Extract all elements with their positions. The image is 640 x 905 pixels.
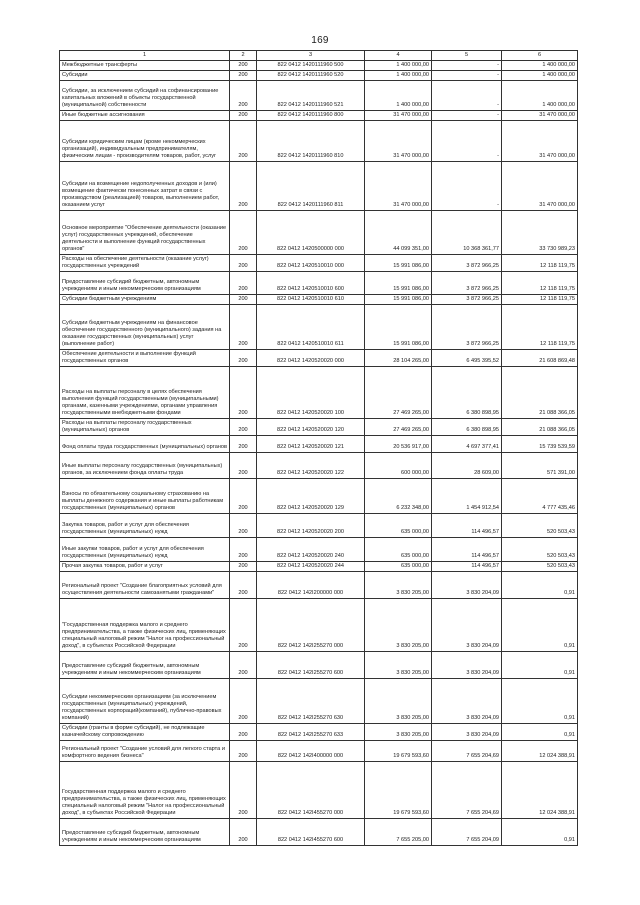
approved-amount: 15 991 086,00 <box>365 271 432 294</box>
table-row <box>60 120 578 161</box>
approved-amount: 3 830 205,00 <box>365 723 432 740</box>
row-name: Субсидии <box>60 70 230 80</box>
unexecuted-amount: 15 739 539,59 <box>502 435 578 452</box>
approved-amount: 3 830 205,00 <box>365 651 432 678</box>
unexecuted-amount: 0,91 <box>502 818 578 845</box>
executed-amount: 3 872 966,25 <box>432 304 502 349</box>
unexecuted-amount: 31 470 000,00 <box>502 120 578 161</box>
row-name: Межбюджетные трансферты <box>60 61 230 71</box>
budget-classification-code: 822 0412 142I255270 633 <box>257 723 365 740</box>
row-name: Предоставление субсидий бюджетным, автономным учреждениям и иным некоммерческим организациям <box>60 818 230 845</box>
unexecuted-amount: 520 503,43 <box>502 513 578 537</box>
approved-amount: 44 099 351,00 <box>365 210 432 254</box>
budget-classification-code: 822 0412 1420520020 122 <box>257 452 365 478</box>
line-code: 200 <box>230 513 257 537</box>
line-code: 200 <box>230 818 257 845</box>
row-name: Взносы по обязательному социальному страхованию на выплаты денежного содержания и иные выплаты работникам государственных (муниципальных) органов <box>60 478 230 513</box>
approved-amount: 6 232 348,00 <box>365 478 432 513</box>
line-code: 200 <box>230 61 257 71</box>
column-header: 4 <box>365 51 432 61</box>
approved-amount: 3 830 205,00 <box>365 598 432 651</box>
line-code: 200 <box>230 304 257 349</box>
budget-classification-code: 822 0412 1420520020 120 <box>257 418 365 435</box>
budget-classification-code: 822 0412 1420500000 000 <box>257 210 365 254</box>
budget-classification-code: 822 0412 1420520020 244 <box>257 561 365 571</box>
approved-amount: 19 679 593,60 <box>365 761 432 818</box>
budget-classification-code: 822 0412 142I455270 600 <box>257 818 365 845</box>
budget-classification-code: 822 0412 142I455270 000 <box>257 761 365 818</box>
line-code: 200 <box>230 418 257 435</box>
unexecuted-amount: 21 608 869,48 <box>502 349 578 366</box>
table-row <box>60 537 578 561</box>
table-row <box>60 818 578 845</box>
unexecuted-amount: 12 118 119,75 <box>502 254 578 271</box>
row-name: Предоставление субсидий бюджетным, автономным учреждениям и иным некоммерческим организациям <box>60 271 230 294</box>
table-row <box>60 740 578 761</box>
executed-amount: 4 697 377,41 <box>432 435 502 452</box>
budget-classification-code: 822 0412 142I255270 000 <box>257 598 365 651</box>
line-code: 200 <box>230 70 257 80</box>
table-row <box>60 304 578 349</box>
row-name: Субсидии (гранты в форме субсидий), не подлежащие казначейскому сопровождению <box>60 723 230 740</box>
table-row <box>60 294 578 304</box>
budget-classification-code: 822 0412 1420111960 811 <box>257 161 365 210</box>
budget-classification-code: 822 0412 1420510010 000 <box>257 254 365 271</box>
table-row <box>60 561 578 571</box>
table-row <box>60 678 578 723</box>
line-code: 200 <box>230 598 257 651</box>
budget-classification-code: 822 0412 1420520020 129 <box>257 478 365 513</box>
budget-classification-code: 822 0412 1420520020 240 <box>257 537 365 561</box>
table-row <box>60 651 578 678</box>
column-header: 5 <box>432 51 502 61</box>
row-name: Обеспечение деятельности и выполнение функций государственных органов <box>60 349 230 366</box>
unexecuted-amount: 12 118 119,75 <box>502 304 578 349</box>
table-row <box>60 110 578 120</box>
approved-amount: 635 000,00 <box>365 537 432 561</box>
approved-amount: 600 000,00 <box>365 452 432 478</box>
table-row <box>60 80 578 110</box>
row-name: Прочая закупка товаров, работ и услуг <box>60 561 230 571</box>
table-row <box>60 61 578 71</box>
column-header: 1 <box>60 51 230 61</box>
line-code: 200 <box>230 761 257 818</box>
line-code: 200 <box>230 254 257 271</box>
unexecuted-amount: 0,91 <box>502 571 578 598</box>
approved-amount: 635 000,00 <box>365 561 432 571</box>
executed-amount: - <box>432 61 502 71</box>
approved-amount: 3 830 205,00 <box>365 571 432 598</box>
executed-amount: 10 368 361,77 <box>432 210 502 254</box>
line-code: 200 <box>230 651 257 678</box>
line-code: 200 <box>230 537 257 561</box>
line-code: 200 <box>230 435 257 452</box>
executed-amount: 6 380 898,95 <box>432 418 502 435</box>
budget-classification-code: 822 0412 142I200000 000 <box>257 571 365 598</box>
budget-classification-code: 822 0412 1420111960 800 <box>257 110 365 120</box>
executed-amount: - <box>432 70 502 80</box>
approved-amount: 19 679 593,60 <box>365 740 432 761</box>
unexecuted-amount: 12 024 388,91 <box>502 740 578 761</box>
executed-amount: - <box>432 161 502 210</box>
executed-amount: 114 496,57 <box>432 513 502 537</box>
line-code: 200 <box>230 120 257 161</box>
table-row <box>60 452 578 478</box>
row-name: Субсидии юридическим лицам (кроме некоммерческих организаций), индивидуальным предпринимателям, физическим лицам - производителям товаров, работ, услуг <box>60 120 230 161</box>
budget-classification-code: 822 0412 1420111960 521 <box>257 80 365 110</box>
line-code: 200 <box>230 740 257 761</box>
unexecuted-amount: 0,91 <box>502 678 578 723</box>
row-name: "Государственная поддержка малого и среднего предпринимательства, а также физических лиц, применяющих специальный налоговый режим "Налог на профессиональный доход", в субъектах Российской Федерации <box>60 598 230 651</box>
table-row <box>60 571 578 598</box>
row-name: Субсидии бюджетным учреждениям <box>60 294 230 304</box>
line-code: 200 <box>230 161 257 210</box>
executed-amount: 7 655 204,09 <box>432 818 502 845</box>
table-row <box>60 70 578 80</box>
table-row <box>60 478 578 513</box>
line-code: 200 <box>230 571 257 598</box>
executed-amount: 3 830 204,09 <box>432 723 502 740</box>
approved-amount: 3 830 205,00 <box>365 678 432 723</box>
line-code: 200 <box>230 349 257 366</box>
unexecuted-amount: 1 400 000,00 <box>502 70 578 80</box>
approved-amount: 635 000,00 <box>365 513 432 537</box>
line-code: 200 <box>230 294 257 304</box>
approved-amount: 31 470 000,00 <box>365 120 432 161</box>
row-name: Расходы на выплаты персоналу государственных (муниципальных) органов <box>60 418 230 435</box>
executed-amount: 6 380 898,95 <box>432 366 502 418</box>
executed-amount: 3 872 966,25 <box>432 254 502 271</box>
line-code: 200 <box>230 678 257 723</box>
row-name: Расходы на обеспечение деятельности (оказание услуг) государственных учреждений <box>60 254 230 271</box>
table-header-row <box>60 51 578 61</box>
table-row <box>60 435 578 452</box>
budget-classification-code: 822 0412 1420510010 600 <box>257 271 365 294</box>
budget-classification-code: 822 0412 1420111960 520 <box>257 70 365 80</box>
column-header: 6 <box>502 51 578 61</box>
unexecuted-amount: 33 730 989,23 <box>502 210 578 254</box>
unexecuted-amount: 1 400 000,00 <box>502 61 578 71</box>
approved-amount: 1 400 000,00 <box>365 70 432 80</box>
column-header: 3 <box>257 51 365 61</box>
executed-amount: 3 830 204,09 <box>432 651 502 678</box>
budget-classification-code: 822 0412 142I400000 000 <box>257 740 365 761</box>
approved-amount: 1 400 000,00 <box>365 61 432 71</box>
table-row <box>60 366 578 418</box>
unexecuted-amount: 520 503,43 <box>502 561 578 571</box>
executed-amount: - <box>432 80 502 110</box>
line-code: 200 <box>230 723 257 740</box>
unexecuted-amount: 0,91 <box>502 723 578 740</box>
line-code: 200 <box>230 271 257 294</box>
row-name: Региональный проект "Создание условий для легкого старта и комфортного ведения бизнеса" <box>60 740 230 761</box>
table-row <box>60 210 578 254</box>
approved-amount: 15 991 086,00 <box>365 254 432 271</box>
line-code: 200 <box>230 452 257 478</box>
budget-classification-code: 822 0412 1420520020 000 <box>257 349 365 366</box>
row-name: Расходы на выплаты персоналу в целях обеспечения выполнения функций государственными (муниципальными) органами, казенными учреждениями, органами управления государственными внебюджетными фондами <box>60 366 230 418</box>
executed-amount: 28 609,00 <box>432 452 502 478</box>
executed-amount: 1 454 912,54 <box>432 478 502 513</box>
row-name: Фонд оплаты труда государственных (муниципальных) органов <box>60 435 230 452</box>
unexecuted-amount: 21 088 366,05 <box>502 366 578 418</box>
budget-execution-table <box>59 50 578 846</box>
line-code: 200 <box>230 80 257 110</box>
budget-classification-code: 822 0412 1420520020 200 <box>257 513 365 537</box>
table-row <box>60 598 578 651</box>
line-code: 200 <box>230 110 257 120</box>
budget-classification-code: 822 0412 1420510010 610 <box>257 294 365 304</box>
table-row <box>60 418 578 435</box>
unexecuted-amount: 0,91 <box>502 598 578 651</box>
row-name: Субсидии на возмещение недополученных доходов и (или) возмещение фактически понесенных затрат в связи с производством (реализацией) товаров, выполнением работ, оказанием услуг <box>60 161 230 210</box>
row-name: Закупка товаров, работ и услуг для обеспечения государственных (муниципальных) нужд <box>60 513 230 537</box>
approved-amount: 15 991 086,00 <box>365 304 432 349</box>
budget-classification-code: 822 0412 1420510010 611 <box>257 304 365 349</box>
table-row <box>60 723 578 740</box>
row-name: Субсидии, за исключением субсидий на софинансирование капитальных вложений в объекты государственной (муниципальной) собственности <box>60 80 230 110</box>
table-row <box>60 349 578 366</box>
executed-amount: 6 495 395,52 <box>432 349 502 366</box>
unexecuted-amount: 31 470 000,00 <box>502 161 578 210</box>
approved-amount: 27 469 265,00 <box>365 418 432 435</box>
line-code: 200 <box>230 210 257 254</box>
budget-classification-code: 822 0412 1420520020 100 <box>257 366 365 418</box>
budget-classification-code: 822 0412 1420111960 810 <box>257 120 365 161</box>
unexecuted-amount: 520 503,43 <box>502 537 578 561</box>
unexecuted-amount: 21 088 366,05 <box>502 418 578 435</box>
unexecuted-amount: 0,91 <box>502 651 578 678</box>
unexecuted-amount: 571 391,00 <box>502 452 578 478</box>
unexecuted-amount: 12 118 119,75 <box>502 271 578 294</box>
table-body <box>60 51 578 846</box>
row-name: Иные бюджетные ассигнования <box>60 110 230 120</box>
row-name: Субсидии некоммерческим организациям (за исключением государственных (муниципальных) учреждений, государственных корпораций(компаний), публично-правовых компаний) <box>60 678 230 723</box>
approved-amount: 7 655 205,00 <box>365 818 432 845</box>
table-row <box>60 161 578 210</box>
unexecuted-amount: 31 470 000,00 <box>502 110 578 120</box>
row-name: Региональный проект "Создание благоприятных условий для осуществления деятельности самозанятыми гражданами" <box>60 571 230 598</box>
executed-amount: 114 496,57 <box>432 537 502 561</box>
table-row <box>60 761 578 818</box>
budget-classification-code: 822 0412 1420111960 500 <box>257 61 365 71</box>
line-code: 200 <box>230 366 257 418</box>
table-row <box>60 271 578 294</box>
approved-amount: 31 470 000,00 <box>365 161 432 210</box>
row-name: Предоставление субсидий бюджетным, автономным учреждениям и иным некоммерческим организациям <box>60 651 230 678</box>
approved-amount: 27 469 265,00 <box>365 366 432 418</box>
executed-amount: 3 830 204,09 <box>432 571 502 598</box>
table-row <box>60 513 578 537</box>
line-code: 200 <box>230 478 257 513</box>
unexecuted-amount: 12 118 119,75 <box>502 294 578 304</box>
approved-amount: 20 536 917,00 <box>365 435 432 452</box>
executed-amount: - <box>432 120 502 161</box>
approved-amount: 31 470 000,00 <box>365 110 432 120</box>
executed-amount: 3 830 204,09 <box>432 598 502 651</box>
approved-amount: 15 991 086,00 <box>365 294 432 304</box>
executed-amount: 3 830 204,09 <box>432 678 502 723</box>
table-row <box>60 254 578 271</box>
budget-classification-code: 822 0412 1420520020 121 <box>257 435 365 452</box>
row-name: Иные выплаты персоналу государственных (муниципальных) органов, за исключением фонда оплаты труда <box>60 452 230 478</box>
approved-amount: 28 104 265,00 <box>365 349 432 366</box>
budget-classification-code: 822 0412 142I255270 630 <box>257 678 365 723</box>
executed-amount: - <box>432 110 502 120</box>
approved-amount: 1 400 000,00 <box>365 80 432 110</box>
line-code: 200 <box>230 561 257 571</box>
budget-classification-code: 822 0412 142I255270 600 <box>257 651 365 678</box>
executed-amount: 7 655 204,69 <box>432 740 502 761</box>
executed-amount: 114 496,57 <box>432 561 502 571</box>
row-name: Основное мероприятие "Обеспечение деятельности (оказание услуг) государственных учреждений, обеспечение деятельности и выполнение функций государственных органов" <box>60 210 230 254</box>
column-header: 2 <box>230 51 257 61</box>
row-name: Иные закупки товаров, работ и услуг для обеспечения государственных (муниципальных) нужд <box>60 537 230 561</box>
unexecuted-amount: 12 024 388,91 <box>502 761 578 818</box>
unexecuted-amount: 1 400 000,00 <box>502 80 578 110</box>
executed-amount: 3 872 966,25 <box>432 294 502 304</box>
row-name: Субсидии бюджетным учреждениям на финансовое обеспечение государственного (муниципального) задания на оказание государственных (муниципальных) услуг (выполнение работ) <box>60 304 230 349</box>
executed-amount: 3 872 966,25 <box>432 271 502 294</box>
unexecuted-amount: 4 777 435,46 <box>502 478 578 513</box>
page-number: 169 <box>311 35 329 46</box>
row-name: Государственная поддержка малого и среднего предпринимательства, а также физических лиц, применяющих специальный налоговый режим "Налог на профессиональный доход", в субъектах Российской Федерации <box>60 761 230 818</box>
executed-amount: 7 655 204,69 <box>432 761 502 818</box>
